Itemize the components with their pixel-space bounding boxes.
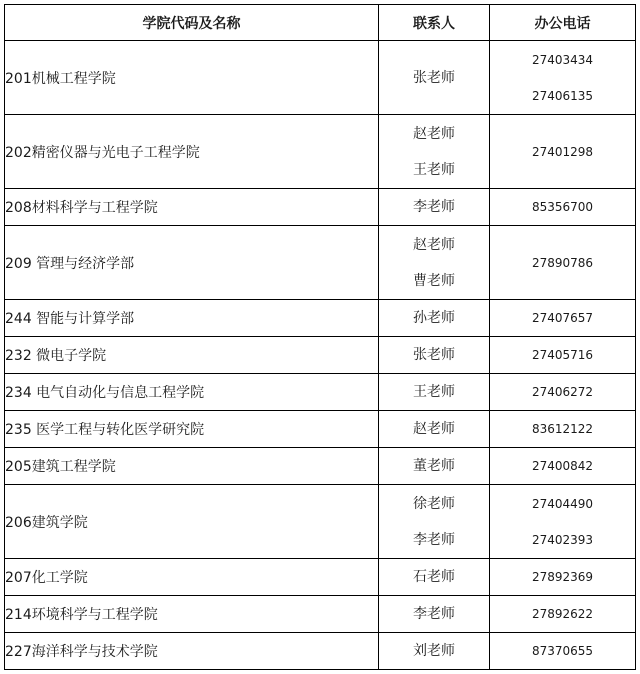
table-row [5, 374, 636, 411]
college-name: 232 微电子学院 [5, 337, 379, 374]
college-name: 227海洋科学与技术学院 [5, 633, 379, 670]
contact-cell [379, 226, 490, 300]
phone-number: 27401298 [531, 144, 594, 159]
contact-cell [379, 115, 490, 189]
contact-person: 石老师 [413, 569, 455, 585]
phone-cell [490, 337, 636, 374]
college-name: 209 管理与经济学部 [5, 226, 379, 300]
phone-number: 85356700 [531, 200, 594, 214]
phone-number: 27892622 [531, 607, 594, 621]
contact-person: 王老师 [413, 161, 455, 178]
contact-cell [379, 300, 490, 337]
college-name: 202精密仪器与光电子工程学院 [5, 115, 379, 189]
contact-person: 李老师 [413, 199, 455, 215]
table-row [5, 448, 636, 485]
contact-person: 王老师 [413, 384, 455, 400]
contact-person: 李老师 [413, 606, 455, 622]
contact-person: 孙老师 [413, 310, 455, 326]
college-name: 214环境科学与工程学院 [5, 596, 379, 633]
contact-cell [379, 633, 490, 670]
phone-cell [490, 115, 636, 189]
phone-number: 27403434 [531, 52, 594, 67]
contact-person: 董老师 [413, 458, 455, 474]
phone-number: 27405716 [531, 348, 594, 362]
college-name: 207化工学院 [5, 559, 379, 596]
contact-cell [379, 485, 490, 559]
college-name: 235 医学工程与转化医学研究院 [5, 411, 379, 448]
phone-number: 27404490 [531, 496, 594, 511]
phone-cell [490, 559, 636, 596]
contact-person: 曹老师 [413, 272, 455, 289]
table-header-row [5, 5, 636, 41]
contact-person: 李老师 [413, 531, 455, 548]
contact-cell [379, 448, 490, 485]
header-contact: 联系人 [379, 5, 490, 41]
table-row [5, 300, 636, 337]
table-row [5, 633, 636, 670]
contact-person: 赵老师 [413, 125, 455, 142]
phone-number: 27406135 [531, 88, 594, 103]
table-row [5, 189, 636, 226]
phone-cell [490, 189, 636, 226]
phone-number: 83612122 [531, 422, 594, 436]
contact-cell [379, 189, 490, 226]
phone-cell [490, 41, 636, 115]
header-college: 学院代码及名称 [5, 5, 379, 41]
college-name: 206建筑学院 [5, 485, 379, 559]
phone-number: 27402393 [531, 532, 594, 547]
table-row [5, 596, 636, 633]
college-contacts-table [4, 4, 636, 670]
table-row [5, 226, 636, 300]
college-name: 208材料科学与工程学院 [5, 189, 379, 226]
table-row [5, 559, 636, 596]
college-name: 234 电气自动化与信息工程学院 [5, 374, 379, 411]
contact-person: 赵老师 [413, 421, 455, 437]
phone-cell [490, 300, 636, 337]
phone-cell [490, 485, 636, 559]
contact-cell [379, 337, 490, 374]
contact-person: 赵老师 [413, 236, 455, 253]
table-row [5, 485, 636, 559]
phone-cell [490, 226, 636, 300]
phone-number: 27400842 [531, 459, 594, 473]
contact-cell [379, 411, 490, 448]
college-name: 205建筑工程学院 [5, 448, 379, 485]
college-name: 201机械工程学院 [5, 41, 379, 115]
phone-number: 27892369 [531, 570, 594, 584]
contact-cell [379, 41, 490, 115]
phone-cell [490, 633, 636, 670]
phone-number: 27406272 [531, 385, 594, 399]
table-row [5, 41, 636, 115]
contact-person: 徐老师 [413, 495, 455, 512]
contact-cell [379, 596, 490, 633]
phone-cell [490, 448, 636, 485]
phone-cell [490, 374, 636, 411]
phone-number: 27890786 [531, 255, 594, 270]
contact-cell [379, 374, 490, 411]
college-name: 244 智能与计算学部 [5, 300, 379, 337]
phone-cell [490, 596, 636, 633]
phone-number: 27407657 [531, 311, 594, 325]
header-phone: 办公电话 [490, 5, 636, 41]
phone-number: 87370655 [531, 644, 594, 658]
table-row [5, 337, 636, 374]
table-row [5, 115, 636, 189]
phone-cell [490, 411, 636, 448]
contact-cell [379, 559, 490, 596]
contact-person: 刘老师 [413, 643, 455, 659]
contact-person: 张老师 [413, 69, 455, 86]
table-row [5, 411, 636, 448]
contact-person: 张老师 [413, 347, 455, 363]
